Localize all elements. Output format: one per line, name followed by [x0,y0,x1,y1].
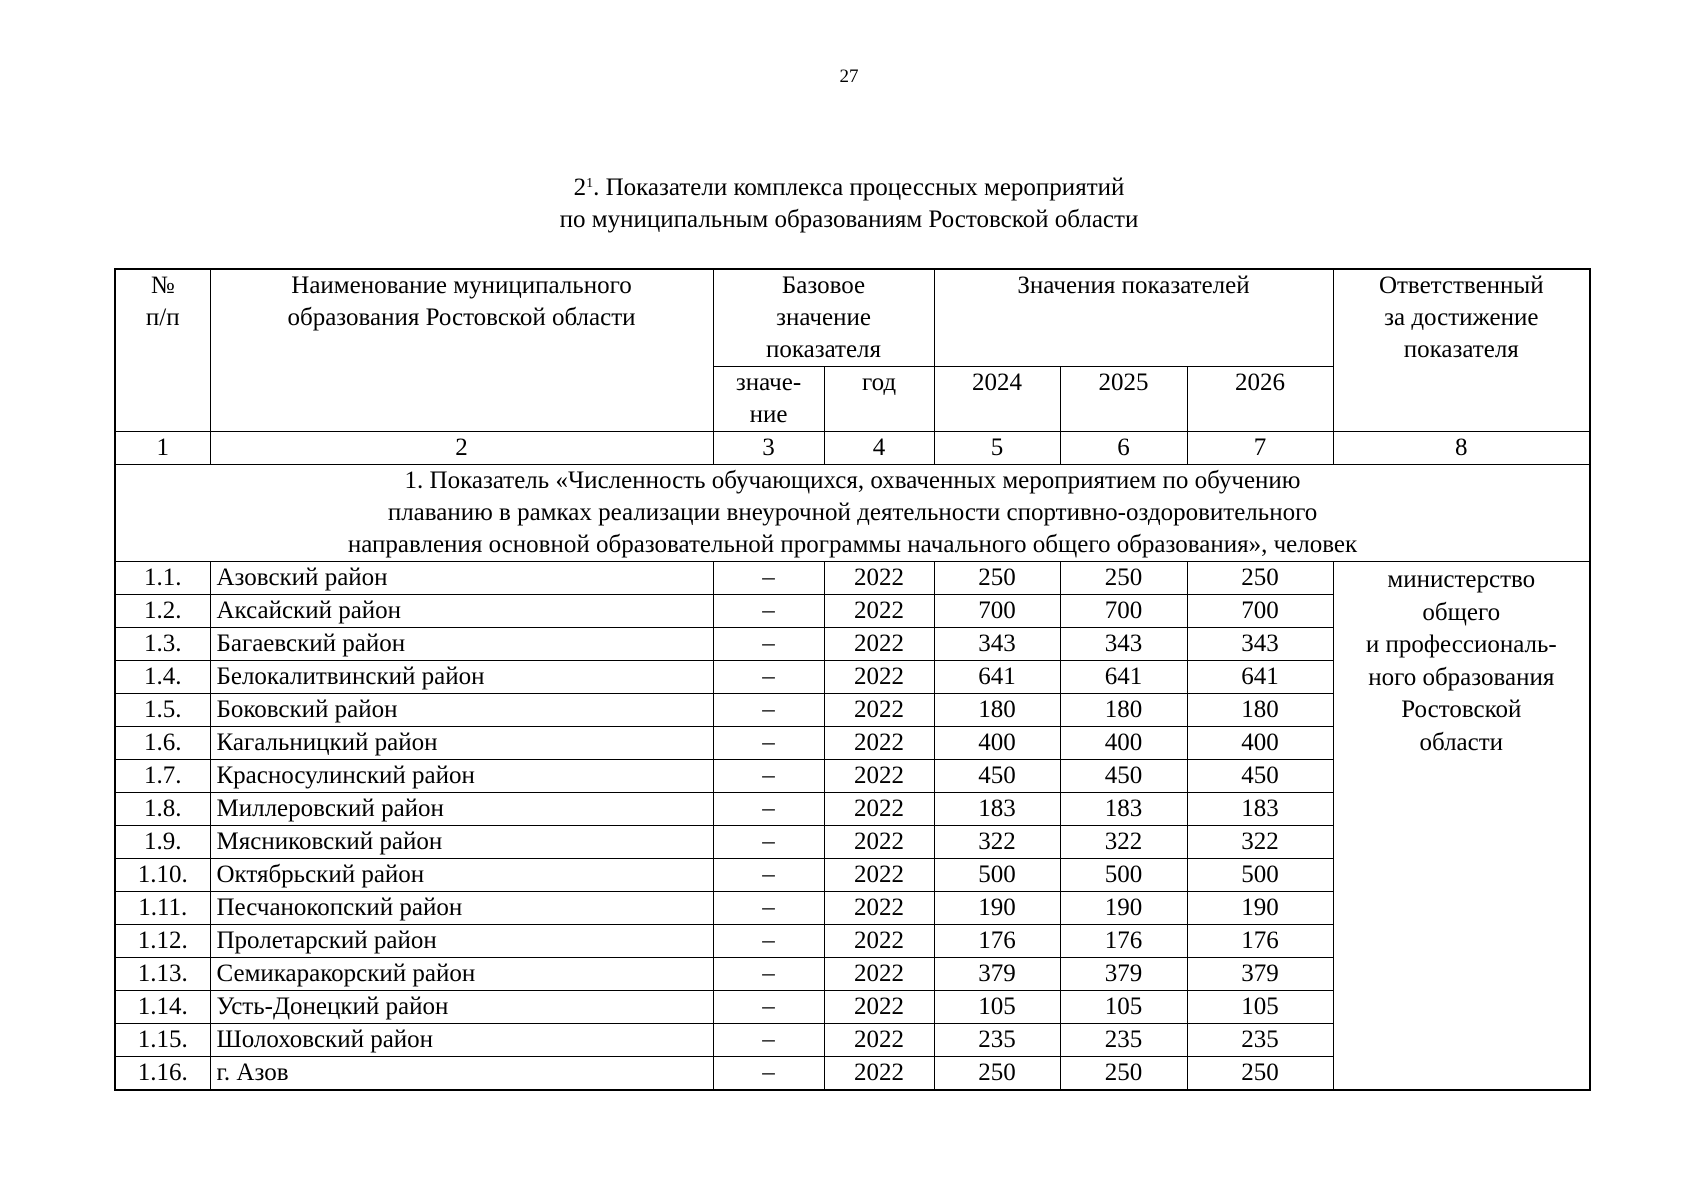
row-index: 1.9. [115,826,210,859]
row-value-2026: 190 [1187,892,1333,925]
row-value-2026: 322 [1187,826,1333,859]
row-index: 1.5. [115,694,210,727]
row-value-2025: 379 [1060,958,1187,991]
column-number: 8 [1333,432,1590,465]
header-values: Значения показателей [934,269,1333,367]
row-index: 1.7. [115,760,210,793]
row-base-year: 2022 [824,826,934,859]
row-base-year: 2022 [824,925,934,958]
responsible-line: общего [1422,598,1501,626]
row-municipality: Азовский район [210,562,713,595]
row-base-year: 2022 [824,958,934,991]
document-title [0,172,1698,236]
row-index: 1.1. [115,562,210,595]
column-number: 7 [1187,432,1333,465]
row-value-2025: 400 [1060,727,1187,760]
row-base-year: 2022 [824,694,934,727]
row-index: 1.16. [115,1057,210,1091]
row-base-year: 2022 [824,892,934,925]
row-value-2025: 641 [1060,661,1187,694]
row-base-year: 2022 [824,661,934,694]
page-number: 27 [839,66,859,87]
row-municipality: г. Азов [210,1057,713,1091]
header-row-1 [115,269,1590,367]
row-value-2024: 250 [934,562,1060,595]
row-value-2026: 641 [1187,661,1333,694]
row-value-2026: 183 [1187,793,1333,826]
row-value-2026: 450 [1187,760,1333,793]
row-value-2025: 235 [1060,1024,1187,1057]
responsible-line: области [1419,728,1504,756]
row-base-year: 2022 [824,793,934,826]
row-value-2025: 343 [1060,628,1187,661]
row-value-2025: 190 [1060,892,1187,925]
row-base-value: – [713,892,824,925]
row-municipality: Шолоховский район [210,1024,713,1057]
row-value-2025: 322 [1060,826,1187,859]
row-municipality: Аксайский район [210,595,713,628]
row-index: 1.2. [115,595,210,628]
row-municipality: Боковский район [210,694,713,727]
row-municipality: Красносулинский район [210,760,713,793]
row-index: 1.13. [115,958,210,991]
row-municipality: Мясниковский район [210,826,713,859]
row-value-2025: 180 [1060,694,1187,727]
header-num: № п/п [115,269,210,432]
column-number: 1 [115,432,210,465]
row-base-year: 2022 [824,562,934,595]
row-base-value: – [713,628,824,661]
row-base-value: – [713,1024,824,1057]
responsible-cell [1333,562,1590,1091]
row-value-2026: 343 [1187,628,1333,661]
row-municipality: Семикаракорский район [210,958,713,991]
header-2025: 2025 [1060,367,1187,432]
row-index: 1.4. [115,661,210,694]
row-base-year: 2022 [824,859,934,892]
row-value-2024: 190 [934,892,1060,925]
responsible-line: и профессиональ- [1365,631,1557,658]
row-value-2025: 176 [1060,925,1187,958]
row-base-value: – [713,562,824,595]
row-base-year: 2022 [824,1024,934,1057]
title-line-2: по муниципальным образованиям Ростовской области [559,206,1139,233]
header-base-value: значе- ние [713,367,824,432]
row-municipality: Кагальницкий район [210,727,713,760]
row-index: 1.8. [115,793,210,826]
row-value-2024: 343 [934,628,1060,661]
header-base-year: год [824,367,934,432]
header-2024: 2024 [934,367,1060,432]
row-base-year: 2022 [824,727,934,760]
header-base: Базовое значение показателя [713,269,934,367]
row-base-value: – [713,727,824,760]
row-value-2026: 176 [1187,925,1333,958]
row-value-2025: 183 [1060,793,1187,826]
row-value-2024: 450 [934,760,1060,793]
row-index: 1.10. [115,859,210,892]
row-value-2024: 641 [934,661,1060,694]
row-base-year: 2022 [824,595,934,628]
row-value-2026: 180 [1187,694,1333,727]
row-index: 1.12. [115,925,210,958]
row-value-2025: 450 [1060,760,1187,793]
row-index: 1.3. [115,628,210,661]
row-base-value: – [713,1057,824,1091]
row-base-value: – [713,760,824,793]
column-number: 4 [824,432,934,465]
row-value-2024: 105 [934,991,1060,1024]
row-base-year: 2022 [824,1057,934,1091]
row-index: 1.15. [115,1024,210,1057]
row-value-2025: 500 [1060,859,1187,892]
row-value-2026: 379 [1187,958,1333,991]
row-municipality: Песчанокопский район [210,892,713,925]
row-value-2026: 250 [1187,1057,1333,1091]
column-number: 6 [1060,432,1187,465]
row-value-2024: 183 [934,793,1060,826]
row-municipality: Миллеровский район [210,793,713,826]
row-value-2024: 235 [934,1024,1060,1057]
row-municipality: Багаевский район [210,628,713,661]
header-responsible: Ответственный за достижение показателя [1333,269,1590,432]
row-base-value: – [713,859,824,892]
row-base-value: – [713,595,824,628]
row-municipality: Октябрьский район [210,859,713,892]
section-heading: 1. Показатель «Численность обучающихся, охваченных мероприятием по обучению плаванию в рамках реализации внеурочной деятельности спортивно-оздоровительного направления основной образовательной программы начального общего образования», человек [115,465,1590,562]
row-base-value: – [713,661,824,694]
row-base-value: – [713,694,824,727]
title-line-1: $2^1$. Показатели комплекса процессных мероприятий [573,174,1125,201]
column-number: 3 [713,432,824,465]
responsible-line: министерство [1387,566,1536,593]
row-value-2024: 176 [934,925,1060,958]
indicators-table [114,268,1591,1091]
row-value-2024: 322 [934,826,1060,859]
row-value-2025: 105 [1060,991,1187,1024]
row-municipality: Усть-Донецкий район [210,991,713,1024]
row-value-2024: 700 [934,595,1060,628]
column-number: 2 [210,432,713,465]
row-base-value: – [713,793,824,826]
row-index: 1.11. [115,892,210,925]
row-value-2026: 400 [1187,727,1333,760]
row-base-value: – [713,958,824,991]
row-municipality: Пролетарский район [210,925,713,958]
responsible-line: ного образования [1368,663,1555,691]
row-index: 1.14. [115,991,210,1024]
row-value-2024: 250 [934,1057,1060,1091]
row-base-value: – [713,925,824,958]
section-heading-row [115,465,1590,562]
row-value-2026: 105 [1187,991,1333,1024]
row-base-year: 2022 [824,991,934,1024]
row-base-value: – [713,991,824,1024]
row-index: 1.6. [115,727,210,760]
column-number: 5 [934,432,1060,465]
row-value-2025: 250 [1060,562,1187,595]
header-name: Наименование муниципального образования Ростовской области [210,269,713,432]
row-value-2024: 379 [934,958,1060,991]
row-value-2025: 700 [1060,595,1187,628]
table-row [115,562,1590,595]
row-value-2026: 250 [1187,562,1333,595]
column-numbers-row [115,432,1590,465]
row-value-2026: 500 [1187,859,1333,892]
title-superscript: 1 [586,176,594,191]
row-base-year: 2022 [824,628,934,661]
row-base-value: – [713,826,824,859]
responsible-line: Ростовской [1401,696,1522,723]
row-value-2026: 700 [1187,595,1333,628]
row-value-2024: 400 [934,727,1060,760]
row-value-2025: 250 [1060,1057,1187,1091]
row-base-year: 2022 [824,760,934,793]
row-value-2024: 180 [934,694,1060,727]
row-value-2024: 500 [934,859,1060,892]
header-2026: 2026 [1187,367,1333,432]
row-municipality: Белокалитвинский район [210,661,713,694]
row-value-2026: 235 [1187,1024,1333,1057]
